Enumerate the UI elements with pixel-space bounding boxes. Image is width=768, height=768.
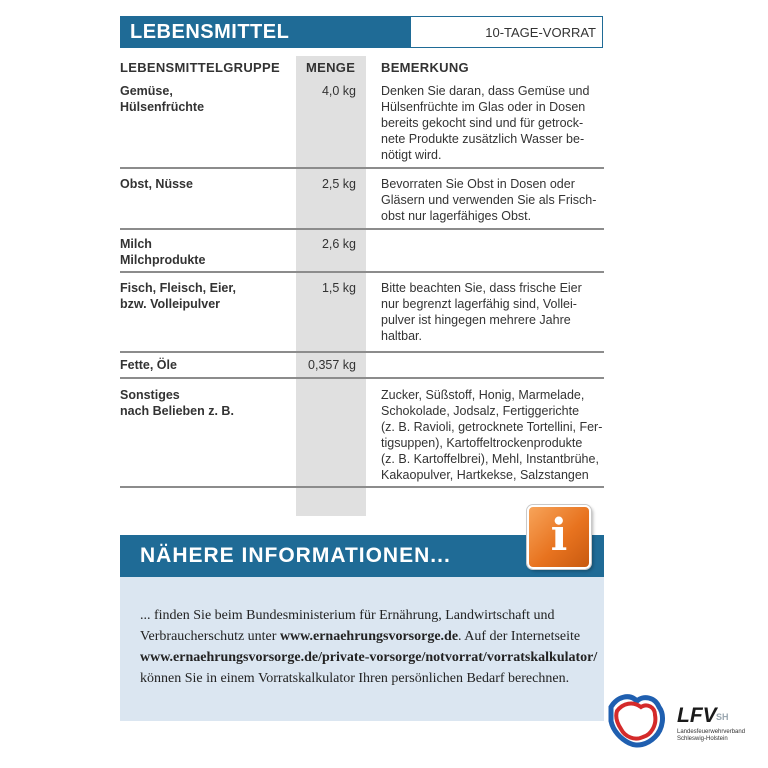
row-amount: 1,5 kg xyxy=(321,281,356,295)
row-amount: 2,5 kg xyxy=(321,177,356,191)
row-group: Fette, Öle xyxy=(120,358,177,372)
column-header-remark: BEMERKUNG xyxy=(381,60,469,75)
row-divider xyxy=(120,351,604,353)
logo-subtitle-line: Landesfeuerwehrverband xyxy=(677,729,746,735)
row-amount: 2,6 kg xyxy=(321,237,356,251)
row-remark: Bitte beachten Sie, dass frische Eier nur begrenzt lagerfähig sind, Vollei- pulver ist hingegen mehrere Jahre haltbar. xyxy=(381,281,582,343)
info-title: NÄHERE INFORMATIONEN... xyxy=(140,544,451,567)
row-divider xyxy=(120,167,604,169)
column-header-amount: MENGE xyxy=(306,60,356,75)
logo-name: LFV xyxy=(677,704,717,727)
row-remark: Denken Sie daran, dass Gemüse und Hülsenfrüchte im Glas oder in Dosen bereits gekocht sind und für getrock- nete Produkte zusätzlich Wasser be- nötigt wird. xyxy=(381,84,590,162)
info-link[interactable]: www.ernaehrungsvorsorge.de/private-vorsorge/notvorrat/vorratskalkulator/ xyxy=(140,650,598,665)
row-group: Fisch, Fleisch, Eier, bzw. Volleipulver xyxy=(120,281,237,311)
row-divider xyxy=(120,486,604,488)
row-group: Obst, Nüsse xyxy=(120,177,193,191)
header-title-box xyxy=(120,16,411,48)
info-icon: i xyxy=(527,505,591,569)
row-divider xyxy=(120,228,604,230)
column-header-group: LEBENSMITTELGRUPPE xyxy=(120,60,280,75)
row-amount: 4,0 kg xyxy=(321,84,356,98)
row-group: Milch Milchprodukte xyxy=(120,237,206,267)
header-title: LEBENSMITTEL xyxy=(130,21,290,43)
info-text-part: können Sie in einem Vorratskalkulator Ihren persönlichen Bedarf berechnen. xyxy=(140,671,570,686)
row-amount: 0,357 kg xyxy=(308,358,356,372)
info-text-part: ... finden Sie beim Bundesministerium für Ernährung, Landwirtschaft und Verbraucherschutz unter xyxy=(140,608,555,644)
logo-suffix: SH xyxy=(716,712,729,722)
info-box xyxy=(120,577,604,721)
info-text-part: . Auf der Internetseite xyxy=(458,629,581,644)
logo-subtitle xyxy=(677,729,757,743)
row-divider xyxy=(120,271,604,273)
row-divider xyxy=(120,377,604,379)
info-text xyxy=(140,605,600,689)
row-group: Sonstiges nach Belieben z. B. xyxy=(120,388,234,418)
header-subtitle-box xyxy=(411,16,603,48)
info-link[interactable]: www.ernaehrungsvorsorge.de xyxy=(279,629,459,644)
row-remark: Bevorraten Sie Obst in Dosen oder Gläsern und verwenden Sie als Frisch- obst nur lagerfähiges Obst. xyxy=(381,177,597,223)
header-subtitle: 10-TAGE-VORRAT xyxy=(485,25,596,40)
row-group: Gemüse, Hülsenfrüchte xyxy=(120,84,205,114)
row-remark: Zucker, Süßstoff, Honig, Marmelade, Schokolade, Jodsalz, Fertiggerichte (z. B. Ravioli, getrocknete Tortellini, Fer- tigsuppen), Kartoffeltrockenprodukte (z. B. Kartoffelbrei), Mehl, Instantbrühe, Kakaopulver, Hartkekse, Salzstangen xyxy=(381,388,603,482)
section-header xyxy=(120,16,604,48)
logo-subtitle-line: Schleswig-Holstein xyxy=(677,736,728,742)
